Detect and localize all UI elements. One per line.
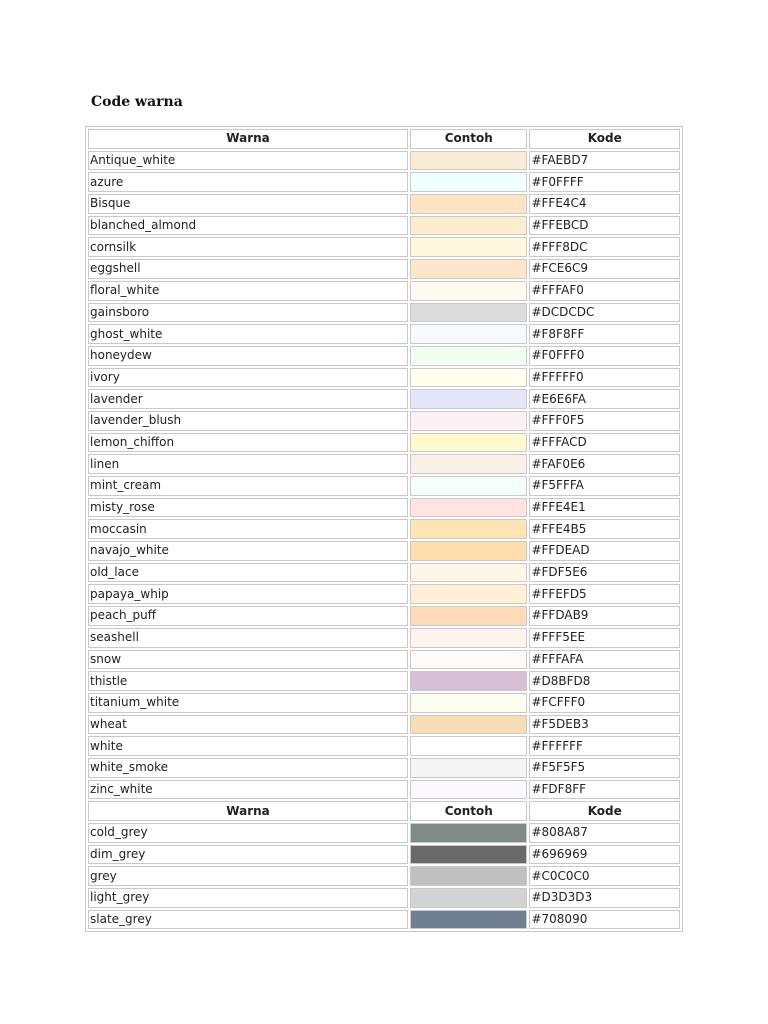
color-code-cell: #F5FFFA <box>529 476 680 496</box>
color-swatch <box>411 282 526 300</box>
color-name-cell: gainsboro <box>88 303 408 323</box>
color-code-cell: #FFDEAD <box>529 541 680 561</box>
color-sample-cell <box>410 476 527 496</box>
color-swatch <box>411 434 526 452</box>
color-swatch <box>411 867 526 885</box>
table-row <box>88 281 680 301</box>
table-header-row <box>88 129 680 149</box>
color-sample-cell <box>410 216 527 236</box>
table-row <box>88 845 680 865</box>
table-row <box>88 866 680 886</box>
color-name-cell: snow <box>88 650 408 670</box>
color-sample-cell <box>410 194 527 214</box>
color-swatch <box>411 651 526 669</box>
color-name-cell: seashell <box>88 628 408 648</box>
color-swatch <box>411 520 526 538</box>
table-row <box>88 194 680 214</box>
color-sample-cell <box>410 628 527 648</box>
color-sample-cell <box>410 715 527 735</box>
table-row <box>88 454 680 474</box>
color-swatch <box>411 217 526 235</box>
color-name-cell: peach_puff <box>88 606 408 626</box>
color-swatch <box>411 911 526 929</box>
color-swatch <box>411 195 526 213</box>
color-name-cell: cold_grey <box>88 823 408 843</box>
color-name-cell: dim_grey <box>88 845 408 865</box>
color-code-cell: #FAF0E6 <box>529 454 680 474</box>
color-code-cell: #FFFFF0 <box>529 368 680 388</box>
color-sample-cell <box>410 693 527 713</box>
color-swatch <box>411 781 526 799</box>
table-row <box>88 541 680 561</box>
table-row <box>88 563 680 583</box>
color-sample-cell <box>410 845 527 865</box>
column-header-contoh: Contoh <box>410 129 527 149</box>
color-sample-cell <box>410 389 527 409</box>
color-name-cell: moccasin <box>88 519 408 539</box>
color-code-cell: #FFDAB9 <box>529 606 680 626</box>
page-title: Code warna <box>91 94 183 110</box>
color-name-cell: grey <box>88 866 408 886</box>
color-swatch <box>411 304 526 322</box>
color-code-cell: #D8BFD8 <box>529 671 680 691</box>
column-header-kode: Kode <box>529 129 680 149</box>
color-name-cell: lavender_blush <box>88 411 408 431</box>
color-sample-cell <box>410 671 527 691</box>
color-code-cell: #FFFAFA <box>529 650 680 670</box>
table-row <box>88 259 680 279</box>
color-name-cell: honeydew <box>88 346 408 366</box>
color-code-cell: #F5DEB3 <box>529 715 680 735</box>
color-code-cell: #FFEBCD <box>529 216 680 236</box>
color-sample-cell <box>410 910 527 930</box>
color-sample-cell <box>410 780 527 800</box>
table-row <box>88 216 680 236</box>
color-name-cell: cornsilk <box>88 237 408 257</box>
color-swatch <box>411 759 526 777</box>
color-name-cell: zinc_white <box>88 780 408 800</box>
table-row <box>88 628 680 648</box>
table-row <box>88 823 680 843</box>
color-name-cell: azure <box>88 172 408 192</box>
color-name-cell: old_lace <box>88 563 408 583</box>
table-row <box>88 736 680 756</box>
color-code-cell: #D3D3D3 <box>529 888 680 908</box>
table-row <box>88 606 680 626</box>
color-code-cell: #FCE6C9 <box>529 259 680 279</box>
color-swatch <box>411 347 526 365</box>
color-swatch <box>411 824 526 842</box>
color-sample-cell <box>410 172 527 192</box>
column-header-contoh: Contoh <box>410 801 527 821</box>
color-swatch <box>411 716 526 734</box>
color-swatch <box>411 499 526 517</box>
color-swatch <box>411 564 526 582</box>
color-sample-cell <box>410 866 527 886</box>
color-swatch <box>411 238 526 256</box>
color-swatch <box>411 607 526 625</box>
color-sample-cell <box>410 823 527 843</box>
color-code-cell: #F8F8FF <box>529 324 680 344</box>
color-swatch <box>411 585 526 603</box>
color-name-cell: blanched_almond <box>88 216 408 236</box>
color-code-cell: #FFE4E1 <box>529 498 680 518</box>
color-name-cell: ivory <box>88 368 408 388</box>
color-code-cell: #FFFFFF <box>529 736 680 756</box>
color-code-cell: #FAEBD7 <box>529 151 680 171</box>
color-name-cell: papaya_whip <box>88 584 408 604</box>
color-code-cell: #FFE4C4 <box>529 194 680 214</box>
color-sample-cell <box>410 281 527 301</box>
color-code-cell: #FFFACD <box>529 433 680 453</box>
color-sample-cell <box>410 346 527 366</box>
color-swatch <box>411 260 526 278</box>
color-sample-cell <box>410 303 527 323</box>
table-row <box>88 476 680 496</box>
table-row <box>88 237 680 257</box>
color-swatch <box>411 152 526 170</box>
color-sample-cell <box>410 888 527 908</box>
table-row <box>88 172 680 192</box>
color-name-cell: floral_white <box>88 281 408 301</box>
column-header-warna: Warna <box>88 129 408 149</box>
color-sample-cell <box>410 563 527 583</box>
table-row <box>88 671 680 691</box>
color-swatch <box>411 694 526 712</box>
table-row <box>88 584 680 604</box>
color-sample-cell <box>410 368 527 388</box>
table-row <box>88 151 680 171</box>
color-name-cell: Bisque <box>88 194 408 214</box>
color-name-cell: eggshell <box>88 259 408 279</box>
color-sample-cell <box>410 584 527 604</box>
color-sample-cell <box>410 259 527 279</box>
color-name-cell: lavender <box>88 389 408 409</box>
color-code-cell: #FDF8FF <box>529 780 680 800</box>
color-swatch <box>411 325 526 343</box>
color-swatch <box>411 390 526 408</box>
color-code-cell: #F0FFFF <box>529 172 680 192</box>
color-code-cell: #FFE4B5 <box>529 519 680 539</box>
color-sample-cell <box>410 411 527 431</box>
color-code-cell: #696969 <box>529 845 680 865</box>
color-sample-cell <box>410 650 527 670</box>
table-row <box>88 498 680 518</box>
color-name-cell: wheat <box>88 715 408 735</box>
color-swatch <box>411 889 526 907</box>
color-swatch <box>411 737 526 755</box>
color-sample-cell <box>410 237 527 257</box>
color-sample-cell <box>410 736 527 756</box>
color-sample-cell <box>410 758 527 778</box>
table-row <box>88 368 680 388</box>
color-name-cell: linen <box>88 454 408 474</box>
color-code-table <box>85 126 683 932</box>
color-code-cell: #708090 <box>529 910 680 930</box>
color-name-cell: Antique_white <box>88 151 408 171</box>
color-sample-cell <box>410 519 527 539</box>
color-sample-cell <box>410 541 527 561</box>
table-row <box>88 303 680 323</box>
table-header-row <box>88 801 680 821</box>
color-sample-cell <box>410 606 527 626</box>
color-name-cell: navajo_white <box>88 541 408 561</box>
color-swatch <box>411 542 526 560</box>
color-swatch <box>411 846 526 864</box>
column-header-warna: Warna <box>88 801 408 821</box>
color-swatch <box>411 477 526 495</box>
color-swatch <box>411 455 526 473</box>
color-code-cell: #F0FFF0 <box>529 346 680 366</box>
color-name-cell: white <box>88 736 408 756</box>
color-code-cell: #FFF8DC <box>529 237 680 257</box>
table-row <box>88 324 680 344</box>
color-name-cell: mint_cream <box>88 476 408 496</box>
color-name-cell: slate_grey <box>88 910 408 930</box>
color-name-cell: lemon_chiffon <box>88 433 408 453</box>
color-swatch <box>411 672 526 690</box>
color-name-cell: titanium_white <box>88 693 408 713</box>
table-row <box>88 693 680 713</box>
color-code-cell: #808A87 <box>529 823 680 843</box>
color-code-cell: #C0C0C0 <box>529 866 680 886</box>
table-row <box>88 389 680 409</box>
table-row <box>88 411 680 431</box>
color-name-cell: thistle <box>88 671 408 691</box>
color-code-cell: #FCFFF0 <box>529 693 680 713</box>
color-name-cell: light_grey <box>88 888 408 908</box>
table-row <box>88 780 680 800</box>
color-name-cell: ghost_white <box>88 324 408 344</box>
color-code-cell: #F5F5F5 <box>529 758 680 778</box>
color-code-cell: #DCDCDC <box>529 303 680 323</box>
color-sample-cell <box>410 454 527 474</box>
color-code-cell: #FFF5EE <box>529 628 680 648</box>
color-sample-cell <box>410 498 527 518</box>
table-row <box>88 910 680 930</box>
table-row <box>88 888 680 908</box>
table-row <box>88 433 680 453</box>
table-row <box>88 650 680 670</box>
color-code-cell: #E6E6FA <box>529 389 680 409</box>
table-row <box>88 346 680 366</box>
table-row <box>88 715 680 735</box>
color-code-cell: #FFFAF0 <box>529 281 680 301</box>
table-row <box>88 519 680 539</box>
color-swatch <box>411 369 526 387</box>
color-sample-cell <box>410 433 527 453</box>
color-code-cell: #FFF0F5 <box>529 411 680 431</box>
table-body <box>88 129 680 929</box>
column-header-kode: Kode <box>529 801 680 821</box>
color-swatch <box>411 629 526 647</box>
color-code-cell: #FFEFD5 <box>529 584 680 604</box>
color-sample-cell <box>410 151 527 171</box>
color-name-cell: misty_rose <box>88 498 408 518</box>
color-name-cell: white_smoke <box>88 758 408 778</box>
color-swatch <box>411 412 526 430</box>
color-code-cell: #FDF5E6 <box>529 563 680 583</box>
table-row <box>88 758 680 778</box>
color-sample-cell <box>410 324 527 344</box>
color-swatch <box>411 173 526 191</box>
